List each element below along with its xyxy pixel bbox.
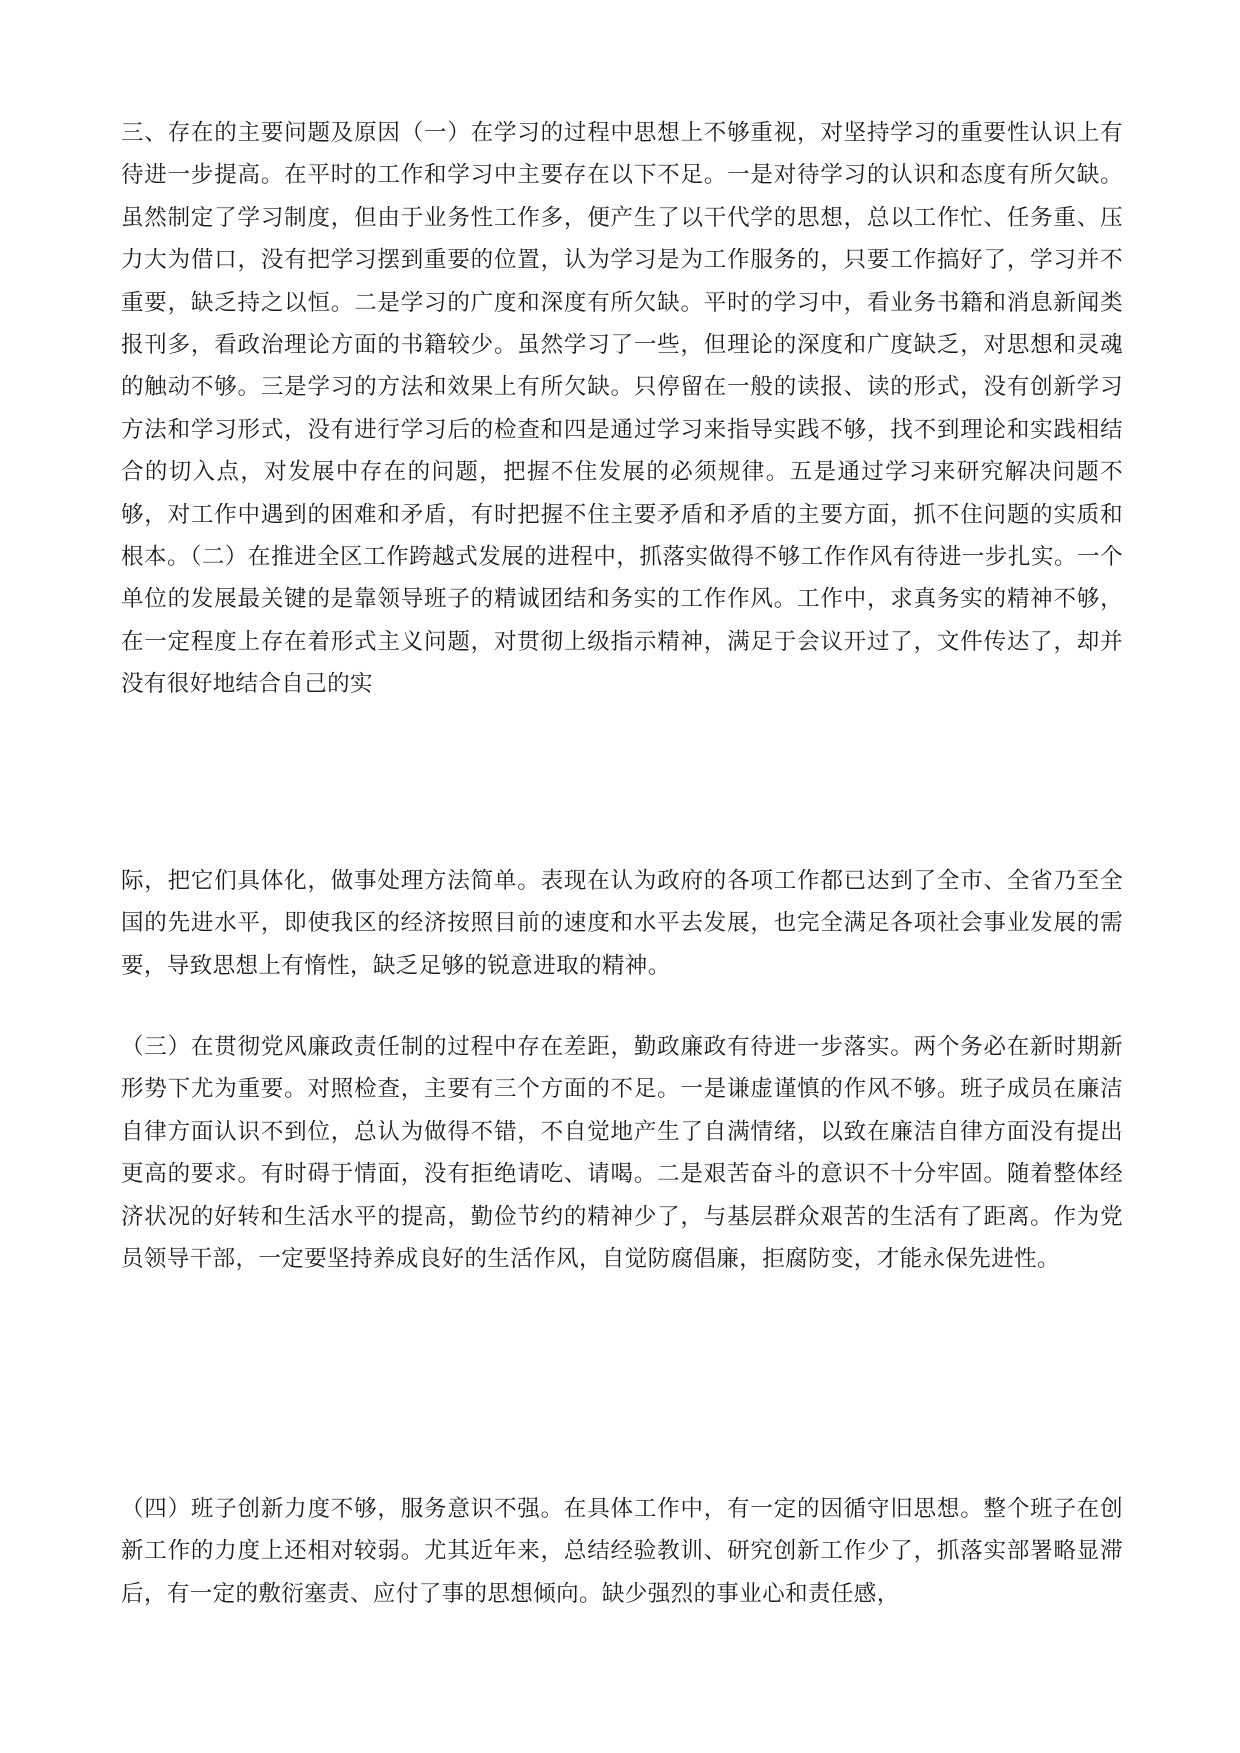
paragraph-continuation: 际，把它们具体化，做事处理方法简单。表现在认为政府的各项工作都已达到了全市、全省乃至全国的先进水平，即使我区的经济按照目前的速度和水平去发展，也完全满足各项社会事业发展的需要，导致思想上有惰性，缺乏足够的锐意进取的精神。 [121,868,1123,979]
paragraph-section-four: （四）班子创新力度不够，服务意识不强。在具体工作中，有一定的因循守旧思想。整个班子在创新工作的力度上还相对较弱。尤其近年来，总结经验教训、研究创新工作少了，抓落实部署略显滞后，有一定的敷衍塞责、应付了事的思想倾向。缺少强烈的事业心和责任感， [121,1496,1123,1607]
paragraph-section-three: （三）在贯彻党风廉政责任制的过程中存在差距，勤政廉政有待进一步落实。两个务必在新时期新形势下尤为重要。对照检查，主要有三个方面的不足。一是谦虚谨慎的作风不够。班子成员在廉洁自律方面认识不到位，总认为做得不错，不自觉地产生了自满情绪，以致在廉洁自律方面没有提出更高的要求。有时碍于情面，没有拒绝请吃、请喝。二是艰苦奋斗的意识不十分牢固。随着整体经济状况的好转和生活水平的提高，勤俭节约的精神少了，与基层群众艰苦的生活有了距离。作为党员领导干部，一定要坚持养成良好的生活作风，自觉防腐倡廉，拒腐防变，才能永保先进性。 [121,1034,1123,1273]
paragraph-problems-and-causes: 三、存在的主要问题及原因（一）在学习的过程中思想上不够重视，对坚持学习的重要性认识上有待进一步提高。在平时的工作和学习中主要存在以下不足。一是对待学习的认识和态度有所欠缺。虽然制定了学习制度，但由于业务性工作多，便产生了以干代学的思想，总以工作忙、任务重、压力大为借口，没有把学习摆到重要的位置，认为学习是为工作服务的，只要工作搞好了，学习并不重要，缺乏持之以恒。二是学习的广度和深度有所欠缺。平时的学习中，看业务书籍和消息新闻类报刊多，看政治理论方面的书籍较少。虽然学习了一些，但理论的深度和广度缺乏，对思想和灵魂的触动不够。三是学习的方法和效果上有所欠缺。只停留在一般的读报、读的形式，没有创新学习方法和学习形式，没有进行学习后的检查和四是通过学习来指导实践不够，找不到理论和实践相结合的切入点，对发展中存在的问题，把握不住发展的必须规律。五是通过学习来研究解决问题不够，对工作中遇到的困难和矛盾，有时把握不住主要矛盾和矛盾的主要方面，抓不住问题的实质和根本。（二）在推进全区工作跨越式发展的进程中，抓落实做得不够工作作风有待进一步扎实。一个单位的发展最关键的是靠领导班子的精诚团结和务实的工作作风。工作中，求真务实的精神不够，在一定程度上存在着形式主义问题，对贯彻上级指示精神，满足于会议开过了，文件传达了，却并没有很好地结合自己的实 [121,120,1123,698]
